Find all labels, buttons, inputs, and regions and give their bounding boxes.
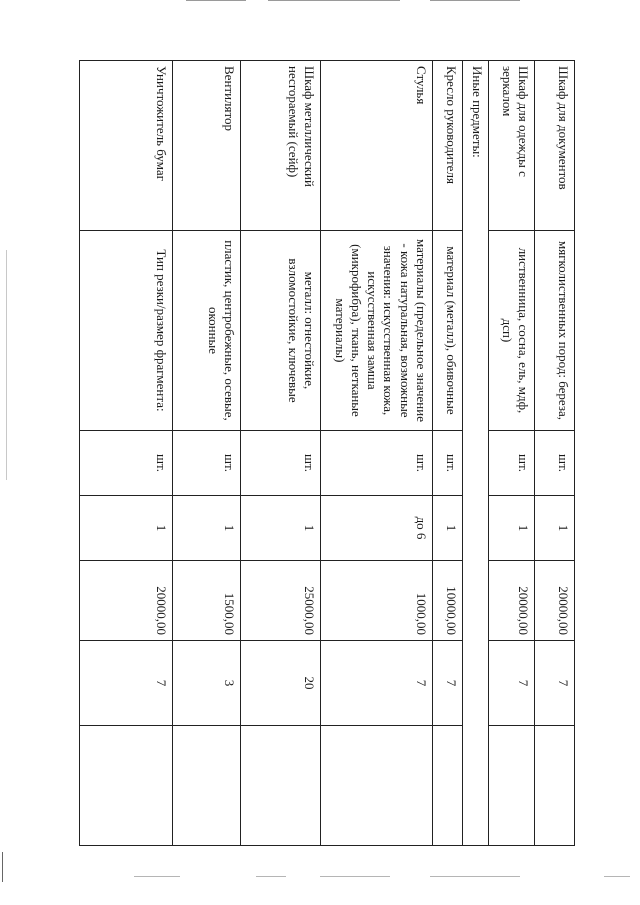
item-service-term: 3	[173, 641, 241, 726]
section-header-row	[463, 61, 489, 846]
item-price: 20000,00	[489, 561, 535, 641]
item-name: Вентилятор	[173, 61, 241, 231]
scan-artifact-bottom	[134, 876, 180, 877]
table-row	[489, 61, 535, 846]
table-row	[241, 61, 321, 846]
item-note	[489, 726, 535, 846]
item-unit: шт.	[433, 431, 463, 496]
item-service-term: 7	[80, 641, 173, 726]
table-row	[321, 61, 433, 846]
item-description: мягколиственных пород: береза,	[535, 231, 575, 431]
table-row	[173, 61, 241, 846]
item-name: Уничтожитель бумаг	[80, 61, 173, 231]
furniture-norms-table	[79, 60, 575, 846]
item-description: пластик, центробежные, осевые, оконные	[173, 231, 241, 431]
item-note	[173, 726, 241, 846]
item-unit: шт.	[321, 431, 433, 496]
item-name: Шкаф металлический несгораемый (сейф)	[241, 61, 321, 231]
item-note	[535, 726, 575, 846]
scan-artifact-top	[430, 0, 520, 1]
item-unit: шт.	[241, 431, 321, 496]
item-price: 25000,00	[241, 561, 321, 641]
item-quantity: до 6	[321, 496, 433, 561]
item-service-term: 7	[433, 641, 463, 726]
scan-artifact-bottom	[256, 876, 286, 877]
item-name: Шкаф для документов	[535, 61, 575, 231]
item-name: Шкаф для одежды с зеркалом	[489, 61, 535, 231]
scan-artifact-bottom	[430, 876, 520, 877]
scan-artifact-top	[186, 0, 246, 1]
table-row	[433, 61, 463, 846]
section-label: Иные предметы:	[463, 61, 489, 846]
scan-artifact-bottom	[320, 876, 390, 877]
item-description: материалы (предельное значение - кожа натуральная, возможные значения: искусственная кожа, искусственная замша (микрофибра), ткань, нетканые материалы)	[321, 231, 433, 431]
item-price: 10000,00	[433, 561, 463, 641]
item-description: материал (металл), обивочные	[433, 231, 463, 431]
item-note	[433, 726, 463, 846]
item-unit: шт.	[80, 431, 173, 496]
item-price: 20000,00	[80, 561, 173, 641]
table-row	[535, 61, 575, 846]
item-unit: шт.	[535, 431, 575, 496]
scan-artifact-bottom	[604, 876, 630, 877]
item-quantity: 1	[80, 496, 173, 561]
item-description: лиственница, сосна, ель, мдф, дсп)	[489, 231, 535, 431]
item-description: Тип резки/размер фрагмента:	[80, 231, 173, 431]
item-note	[80, 726, 173, 846]
item-unit: шт.	[173, 431, 241, 496]
item-description: металл: огнестойкие, взломостойкие, ключевые	[241, 231, 321, 431]
item-service-term: 20	[241, 641, 321, 726]
item-quantity: 1	[535, 496, 575, 561]
item-note	[241, 726, 321, 846]
item-name: Стулья	[321, 61, 433, 231]
item-price: 20000,00	[535, 561, 575, 641]
item-quantity: 1	[433, 496, 463, 561]
table-row	[80, 61, 173, 846]
item-name: Кресло руководителя	[433, 61, 463, 231]
scan-artifact-edge	[6, 250, 7, 480]
item-quantity: 1	[489, 496, 535, 561]
item-quantity: 1	[173, 496, 241, 561]
item-price: 1000,00	[321, 561, 433, 641]
item-service-term: 7	[535, 641, 575, 726]
item-service-term: 7	[321, 641, 433, 726]
item-quantity: 1	[241, 496, 321, 561]
item-unit: шт.	[489, 431, 535, 496]
item-service-term: 7	[489, 641, 535, 726]
rotated-page-content	[80, 60, 575, 845]
scan-artifact-tick	[2, 852, 3, 882]
item-price: 1500,00	[173, 561, 241, 641]
item-note	[321, 726, 433, 846]
scan-artifact-top	[268, 0, 400, 1]
